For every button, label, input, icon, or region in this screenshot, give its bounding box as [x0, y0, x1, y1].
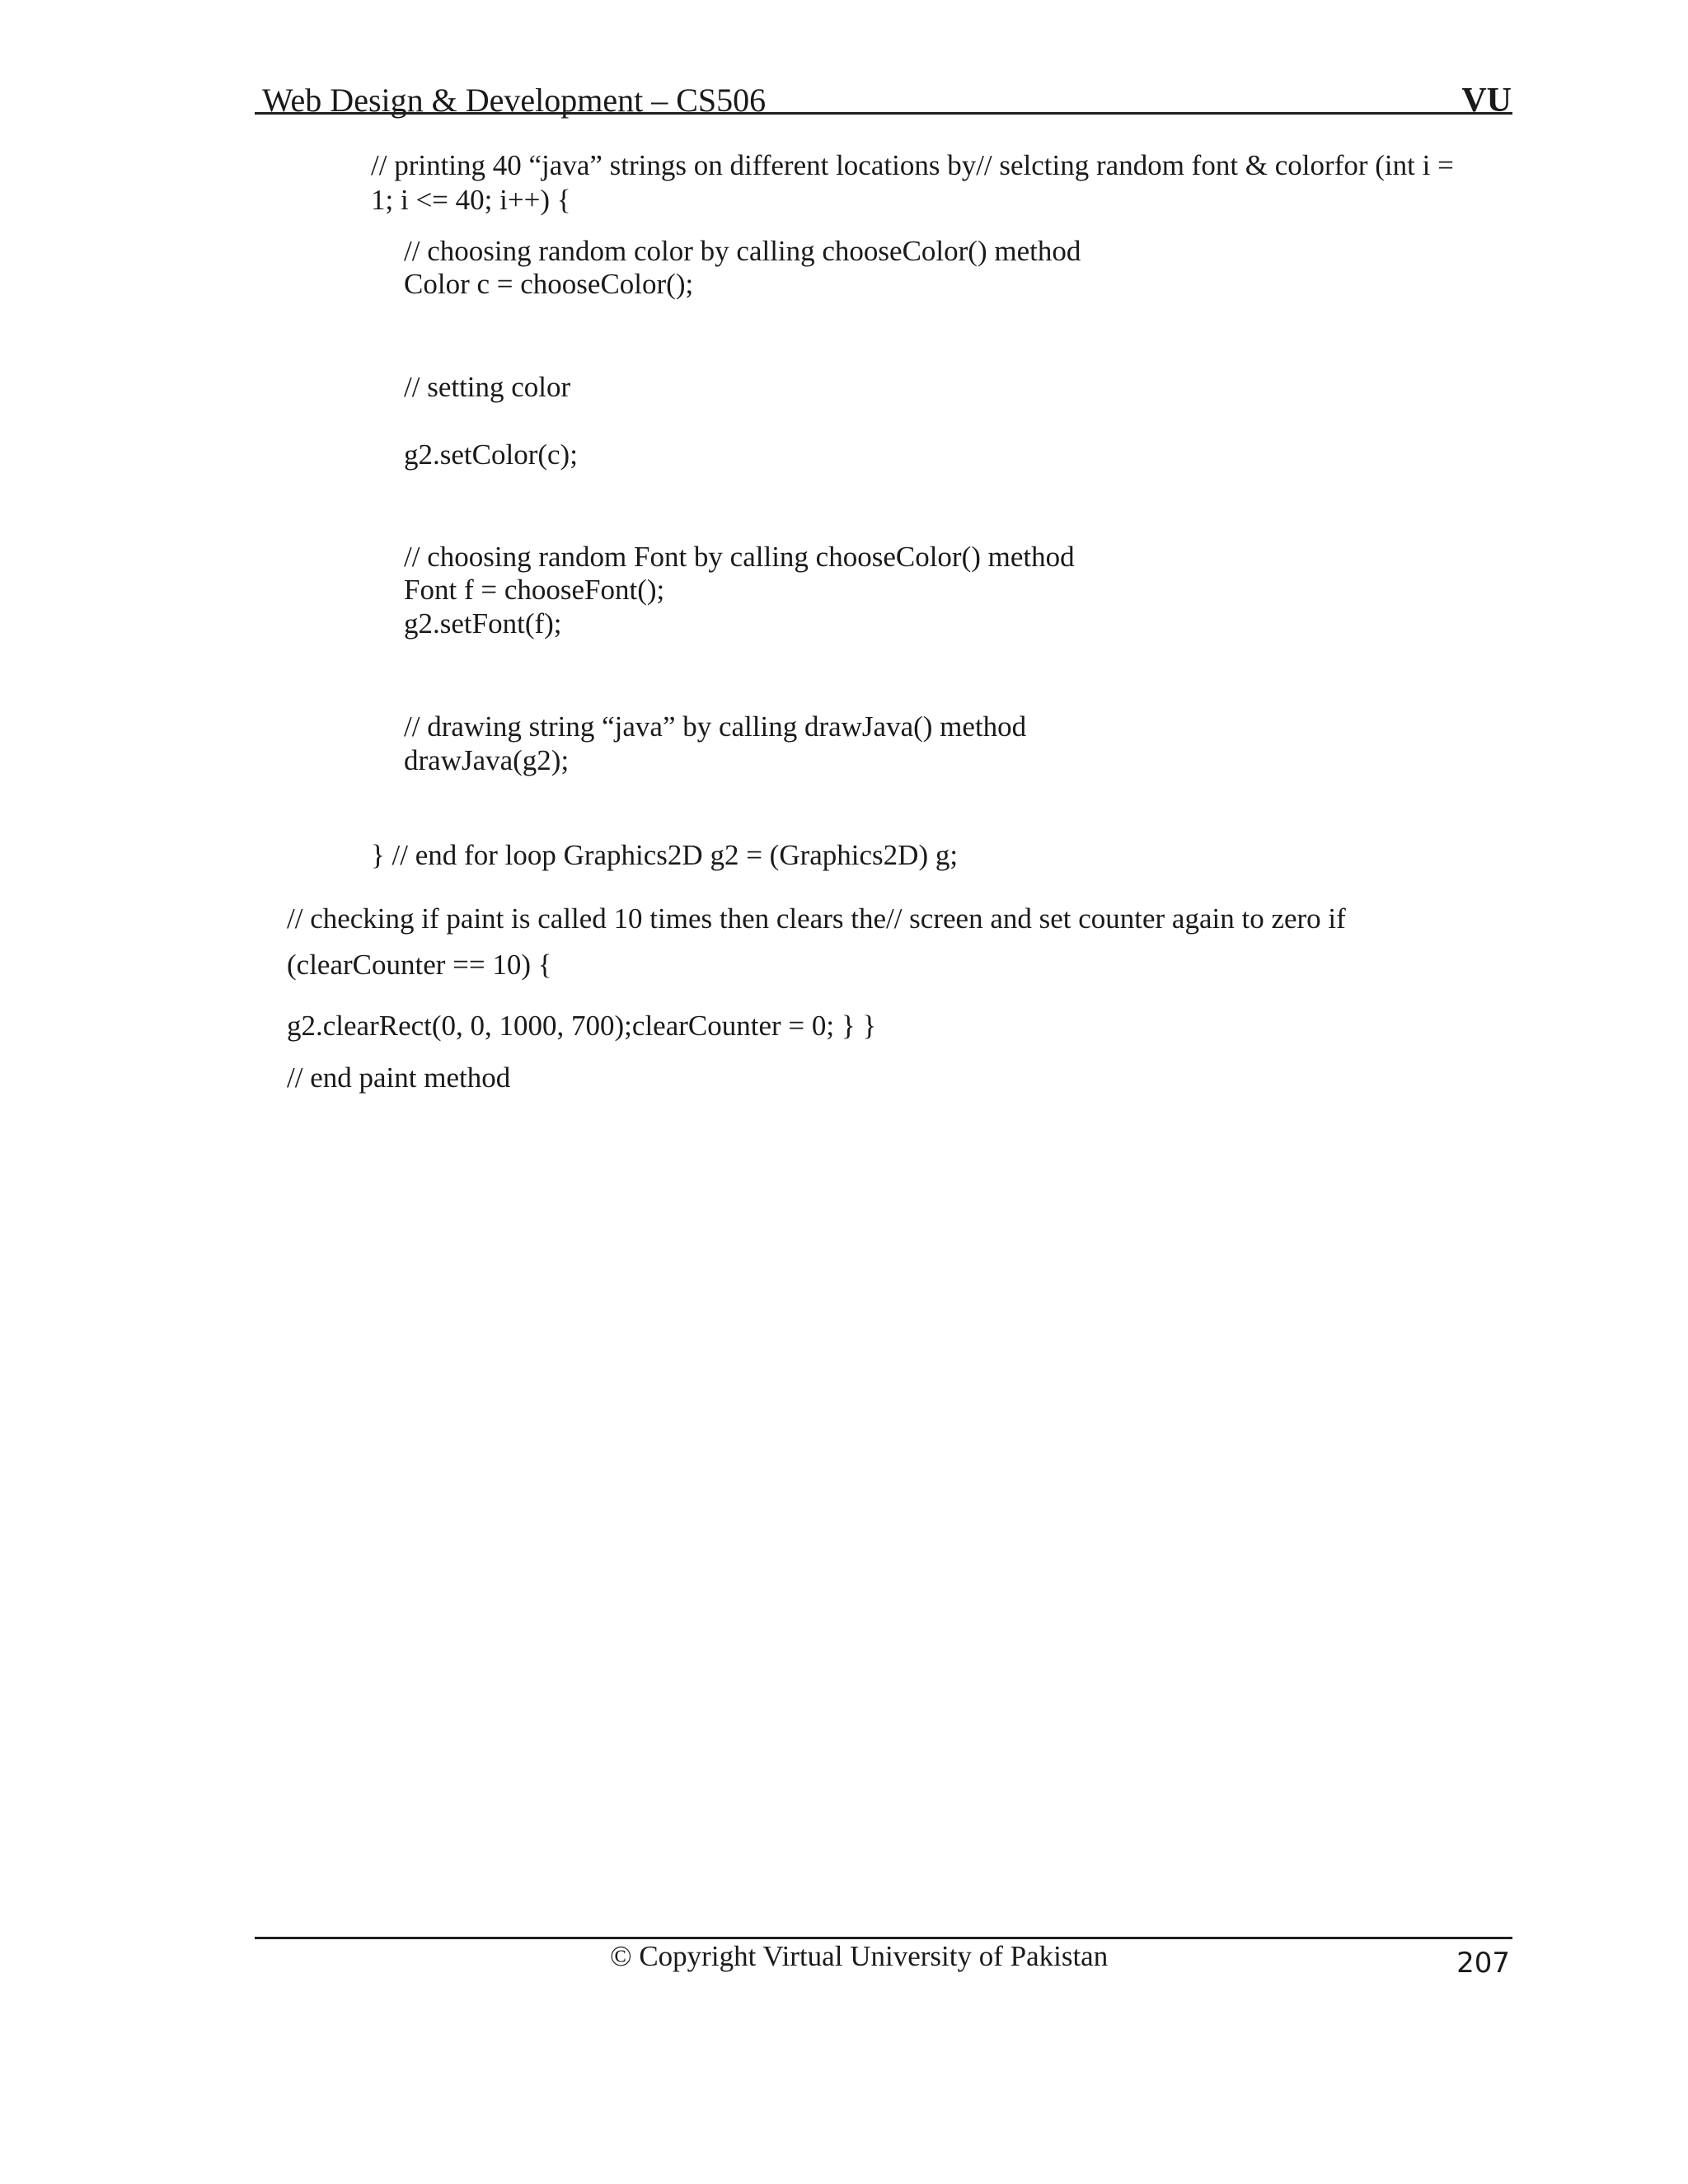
code-line: 1; i <= 40; i++) { — [371, 184, 571, 216]
header-title: Web Design & Development – CS506 — [262, 82, 767, 119]
code-line: Font f = chooseFont(); — [404, 574, 665, 606]
code-line: g2.clearRect(0, 0, 1000, 700);clearCounter = 0; } } — [287, 1010, 877, 1042]
code-line: // setting color — [404, 371, 571, 403]
code-line: (clearCounter == 10) { — [287, 949, 552, 981]
code-line: drawJava(g2); — [404, 744, 570, 776]
code-line: // choosing random Font by calling chooseColor() method — [404, 541, 1075, 573]
code-line: // printing 40 “java” strings on different locations by// selcting random font & colorfor (int i = — [371, 149, 1454, 181]
code-line: g2.setFont(f); — [404, 607, 562, 640]
code-line: } // end for loop Graphics2D g2 = (Graphics2D) g; — [371, 839, 959, 871]
page-number: 207 — [1456, 1947, 1510, 1980]
code-line: Color c = chooseColor(); — [404, 268, 694, 300]
header-rule — [255, 112, 1512, 115]
code-line: // drawing string “java” by calling drawJava() method — [404, 710, 1027, 743]
header-brand: VU — [1461, 82, 1512, 120]
footer-copyright: © Copyright Virtual University of Pakistan — [610, 1940, 1109, 1972]
code-line: // checking if paint is called 10 times then clears the// screen and set counter again to zero if — [287, 902, 1346, 935]
code-line: // end paint method — [287, 1062, 511, 1094]
code-line: g2.setColor(c); — [404, 438, 578, 471]
code-line: // choosing random color by calling chooseColor() method — [404, 235, 1081, 267]
